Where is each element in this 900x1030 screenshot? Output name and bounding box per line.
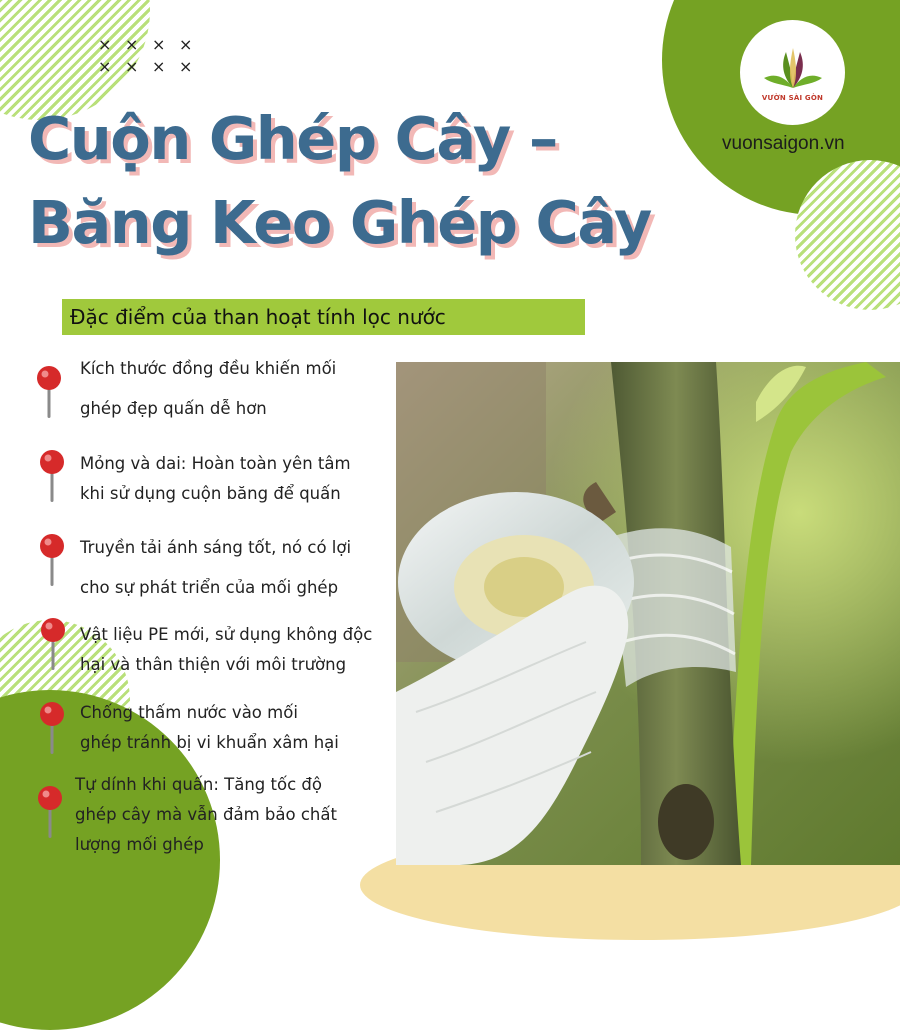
cross-icon: × [152,35,166,54]
subtitle-text: Đặc điểm của than hoạt tính lọc nước [70,305,446,329]
cross-icon: × [98,35,112,54]
list-item: Mỏng và dai: Hoàn toàn yên tâm khi sử dụng cuộn băng để quấn [80,454,351,503]
cross-icon: × [98,57,112,76]
page-title-line-1: Cuộn Ghép Cây – [28,104,557,173]
list-item: Truyền tải ánh sáng tốt, nó có lợi cho sự phát triển của mối ghép [80,538,352,597]
red-pushpin-icon [37,532,67,588]
list-item: Tự dính khi quấn: Tăng tốc độ ghép cây mà vẫn đảm bảo chất lượng mối ghép [75,775,337,854]
brand-logo[interactable] [740,20,845,125]
cross-pattern-decoration [98,34,208,82]
red-pushpin-icon [35,784,65,840]
red-pushpin-icon [34,364,64,420]
list-item: Kích thước đồng đều khiến mối ghép đẹp quấn dễ hơn [80,359,337,418]
leaf-logo-icon [762,44,824,92]
cross-icon: × [125,57,139,76]
list-item: Vật liệu PE mới, sử dụng không độc hại và thân thiện với môi trường [80,625,373,674]
website-link[interactable]: vuonsaigon.vn [722,133,845,154]
cross-icon: × [152,57,166,76]
red-pushpin-icon [38,616,68,672]
cross-icon: × [179,57,193,76]
page-title-line-2: Băng Keo Ghép Cây [28,188,651,257]
red-pushpin-icon [37,700,67,756]
list-item: Chống thấm nước vào mối ghép tránh bị vi khuẩn xâm hại [80,703,339,752]
cross-icon: × [179,35,193,54]
product-photo [396,362,900,865]
subtitle-banner [62,299,585,335]
red-pushpin-icon [37,448,67,504]
cross-icon: × [125,35,139,54]
logo-text: VƯỜN SÀI GÒN [761,93,824,102]
